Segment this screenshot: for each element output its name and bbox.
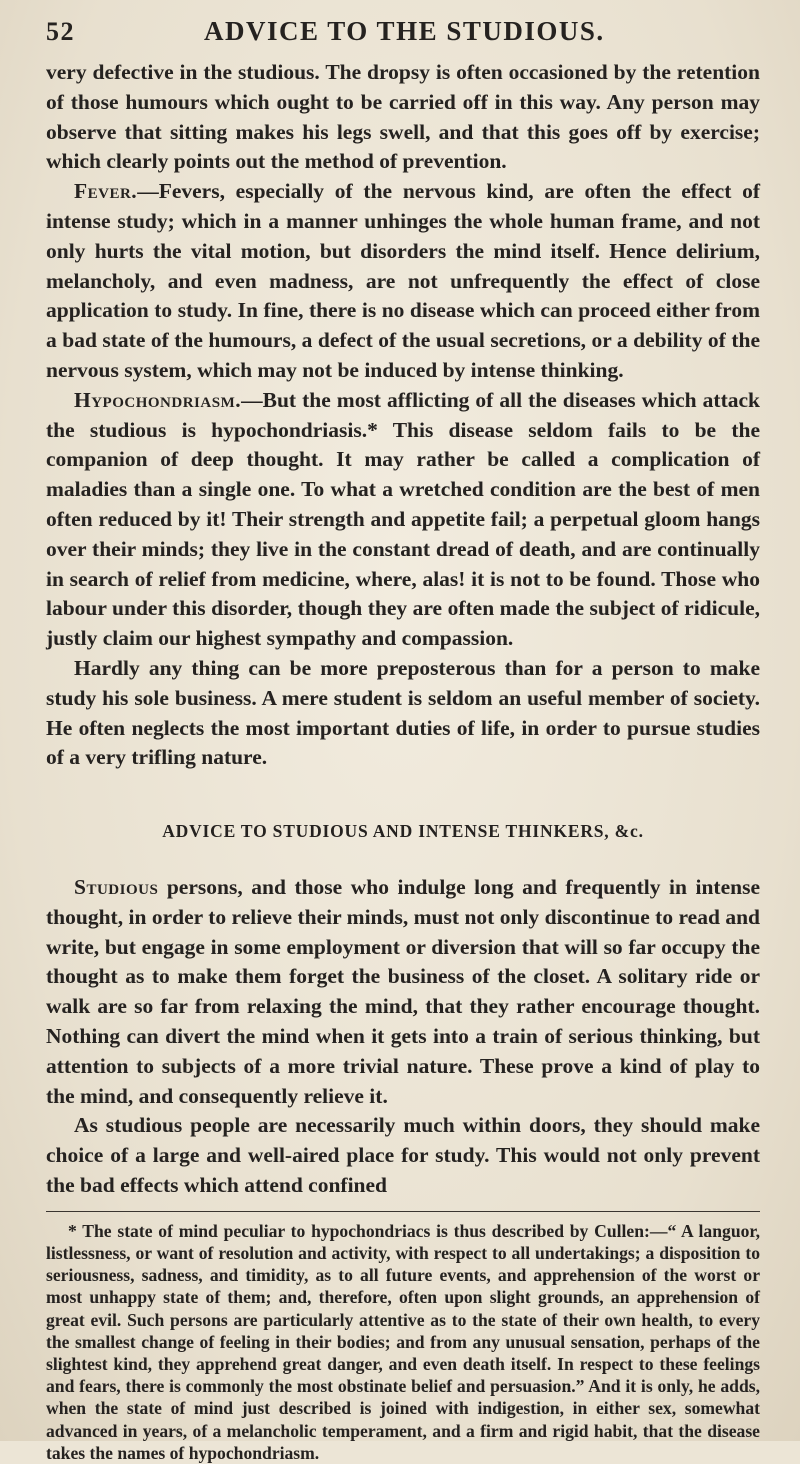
- footnote-text: * The state of mind peculiar to hypochondriacs is thus described by Cullen:—“ A languor, listlessness, or want of resolution and activity, with respect to all undertakings; a disposition to seriousness, sadness, and timidity, as to all future events, and apprehension of the worst or most unhappy state of them; and, therefore, often upon slight grounds, an apprehension of great evil. Such persons are particularly attentive as to the state of their own health, to every the smallest change of feeling in their bodies; and from any unusual sensation, perhaps of the slightest kind, they apprehend great danger, and even death itself. In respect to these feelings and fears, there is commonly the most obstinate belief and persuasion.” And it is only, he adds, when the state of mind just described is joined with indigestion, in either sex, somewhat advanced in years, of a melancholic temperament, and a firm and rigid habit, that the disease takes the names of hypochondriasm.: [46, 1220, 760, 1463]
- fever-lead: Fever.: [74, 179, 138, 204]
- paragraph-preposterous: Hardly any thing can be more preposterous than for a person to make study his sole business. A mere student is seldom an useful member of society. He often neglects the most important duties of life, in order to pursue studies of a very trifling nature.: [46, 655, 760, 770]
- hypochondriasm-text: —But the most afflicting of all the diseases which attack the studious is hypochondriasis.* This disease seldom fails to be the companion of deep thought. It may rather be called a complication of maladies than a single one. To what a wretched condition are the best of men often reduced by it! Their strength and appetite fail; a perpetual gloom hangs over their minds; they live in the constant dread of death, and are continually in search of relief from medicine, where, alas! it is not to be found. Those who labour under this disorder, though they are often made the subject of ridicule, justly claim our highest sympathy and compassion.: [46, 387, 760, 651]
- running-head: [46, 16, 760, 52]
- body-text: [46, 58, 760, 1201]
- studious-lead: Studious: [74, 874, 159, 899]
- hypochondriasm-lead: Hypochondriasm.: [74, 387, 242, 412]
- fever-text: —Fevers, especially of the nervous kind, are often the effect of intense study; which in a manner unhinges the whole human frame, and not only hurts the vital motion, but disorders the mind itself. Hence delirium, melancholy, and even madness, are not unfrequently the effect of close application to study. In fine, there is no disease which can proceed either from a bad state of the humours, a defect of the usual secretions, or a debility of the nervous system, which may not be induced by intense thinking.: [46, 179, 760, 382]
- section-heading: ADVICE TO STUDIOUS AND INTENSE THINKERS, &c.: [162, 821, 644, 842]
- studious-text: persons, and those who indulge long and frequently in intense thought, in order to relieve their minds, must not only discontinue to read and write, but engage in some employment or diversion that will so far occupy the thought as to make them forget the business of the closet. A solitary ride or walk are so far from relaxing the mind, that they rather encourage thought. Nothing can divert the mind when it gets into a train of serious thinking, but attention to subjects of a more trivial nature. These prove a kind of play to the mind, and consequently relieve it.: [46, 874, 760, 1108]
- footnote: [46, 1220, 760, 1464]
- paragraph-dropsy: very defective in the studious. The dropsy is often occasioned by the retention of those humours which ought to be carried off in this way. Any person may observe that sitting makes his legs swell, and that this goes off by exercise; which clearly points out the method of prevention.: [46, 60, 760, 174]
- paragraph-studious-persons: [46, 873, 760, 1111]
- running-title: ADVICE TO THE STUDIOUS.: [204, 16, 605, 46]
- paragraph-hypochondriasm: [46, 386, 760, 654]
- page-number: 52: [46, 17, 75, 46]
- footnote-divider: [46, 1211, 760, 1212]
- paragraph-fever: [46, 177, 760, 386]
- paragraph-well-aired: As studious people are necessarily much within doors, they should make choice of a large and well-aired place for study. This would not only prevent the bad effects which attend confined: [46, 1113, 760, 1197]
